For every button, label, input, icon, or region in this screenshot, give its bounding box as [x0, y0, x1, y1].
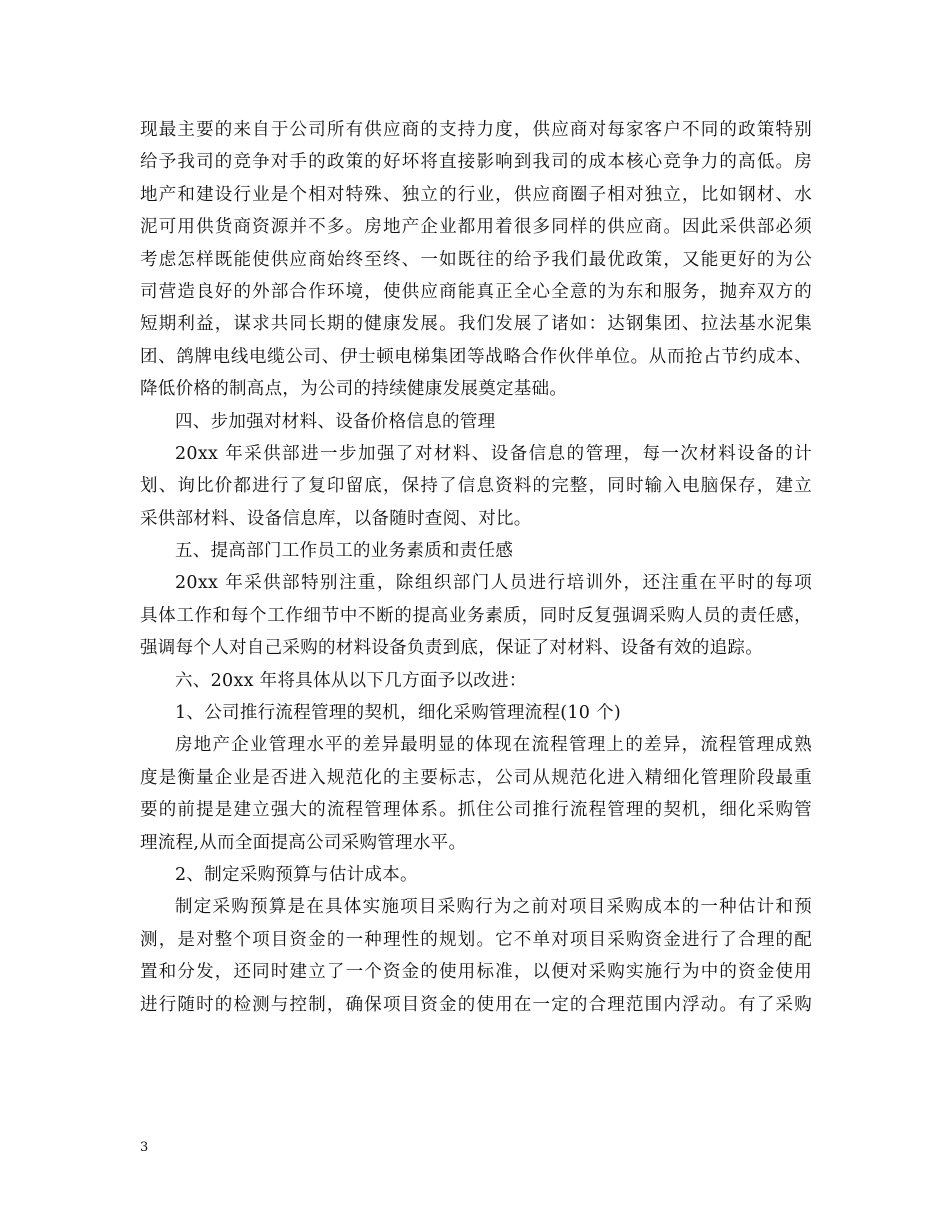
text-line: 测，是对整个项目资金的一种理性的规划。它不单对项目采购资金进行了合理的配 — [140, 929, 812, 950]
text-line: 理流程,从而全面提高公司采购管理水平。 — [140, 832, 467, 853]
text-line: 20xx 年采供部特别注重，除组织部门人员进行培训外，还注重在平时的每项 — [175, 573, 812, 594]
text-line: 泥可用供货商资源并不多。房地产企业都用着很多同样的供应商。因此采供部必须 — [140, 217, 812, 238]
text-line: 具体工作和每个工作细节中不断的提高业务素质，同时反复强调采购人员的责任感， — [140, 605, 812, 626]
text-line: 进行随时的检测与控制，确保项目资金的使用在一定的合理范围内浮动。有了采购 — [140, 994, 812, 1015]
text-line: 考虑怎样既能使供应商始终至终、一如既往的给予我们最优政策，又能更好的为公 — [140, 249, 812, 270]
text-line: 制定采购预算是在具体实施项目采购行为之前对项目采购成本的一种估计和预 — [175, 897, 812, 918]
text-line: 度是衡量企业是否进入规范化的主要标志，公司从规范化进入精细化管理阶段最重 — [140, 767, 812, 788]
text-line: 司营造良好的外部合作环境，使供应商能真正全心全意的为东和服务，抛弃双方的 — [140, 281, 812, 302]
text-line: 地产和建设行业是个相对特殊、独立的行业，供应商圈子相对独立，比如钢材、水 — [140, 184, 812, 205]
text-line: 置和分发，还同时建立了一个资金的使用标准，以便对采购实施行为中的资金使用 — [140, 962, 812, 983]
text-line: 给予我司的竞争对手的政策的好坏将直接影响到我司的成本核心竞争力的高低。房 — [140, 152, 812, 173]
page-number: 3 — [140, 1140, 149, 1155]
section-heading: 四、步加强对材料、设备价格信息的管理 — [175, 411, 496, 432]
section-heading: 五、提高部门工作员工的业务素质和责任感 — [175, 541, 514, 562]
subsection-heading: 1、公司推行流程管理的契机，细化采购管理流程(10 个) — [175, 703, 622, 724]
text-line: 采供部材料、设备信息库，以备随时查阅、对比。 — [140, 508, 532, 529]
text-line: 划、询比价都进行了复印留底，保持了信息资料的完整，同时输入电脑保存，建立 — [140, 476, 812, 497]
text-line: 团、鸽牌电线电缆公司、伊士顿电梯集团等战略合作伙伴单位。从而抢占节约成本、 — [140, 346, 812, 367]
subsection-heading: 2、制定采购预算与估计成本。 — [175, 864, 418, 885]
text-line: 强调每个人对自己采购的材料设备负责到底，保证了对材料、设备有效的追踪。 — [140, 638, 763, 659]
text-line: 20xx 年采供部进一步加强了对材料、设备信息的管理，每一次材料设备的计 — [175, 443, 812, 464]
text-line: 房地产企业管理水平的差异最明显的体现在流程管理上的差异，流程管理成熟 — [175, 735, 812, 756]
text-line: 短期利益，谋求共同长期的健康发展。我们发展了诸如：达钢集团、拉法基水泥集 — [140, 314, 812, 335]
section-heading: 六、20xx 年将具体从以下几方面予以改进： — [175, 670, 527, 691]
text-line: 降低价格的制高点，为公司的持续健康发展奠定基础。 — [140, 379, 568, 400]
text-line: 现最主要的来自于公司所有供应商的支持力度，供应商对每家客户不同的政策特别 — [140, 120, 812, 140]
text-line: 要的前提是建立强大的流程管理体系。抓住公司推行流程管理的契机，细化采购管 — [140, 800, 812, 821]
body-text — [140, 114, 812, 1021]
